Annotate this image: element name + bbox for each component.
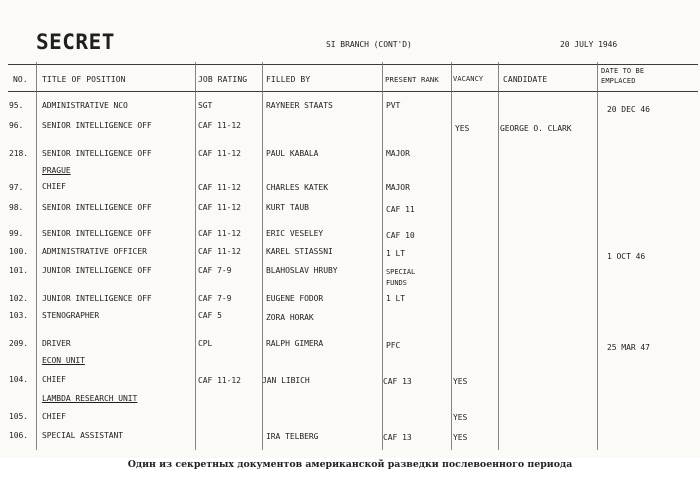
vacancy: YES — [455, 124, 470, 133]
row-number: 96. — [9, 121, 24, 130]
col-header-rank: PRESENT RANK — [385, 75, 439, 84]
col-header-vacancy: VACANCY — [453, 75, 484, 83]
date-emplaced: 1 OCT 46 — [607, 252, 646, 261]
present-rank: PVT — [386, 101, 401, 110]
unit-heading-lambda: LAMBDA RESEARCH UNIT — [42, 394, 138, 403]
date-emplaced: 25 MAR 47 — [607, 343, 650, 352]
present-rank: 1 LT — [386, 249, 406, 258]
row-number: 102. — [9, 294, 29, 303]
filled-by: RAYNEER STAATS — [266, 101, 333, 110]
filled-by: RALPH GIMERA — [266, 339, 324, 348]
vacancy: YES — [453, 377, 468, 386]
position-title: JUNIOR INTELLIGENCE OFF — [42, 266, 152, 275]
image-caption: Один из секретных документов американской разведки послевоенного периода — [0, 458, 700, 477]
col-header-date-line2: EMPLACED — [601, 77, 636, 85]
present-rank: SPECIAL — [386, 268, 416, 276]
job-rating: CAF 11-12 — [198, 121, 241, 130]
vacancy: YES — [453, 413, 468, 422]
date-emplaced: 20 DEC 46 — [607, 105, 650, 114]
col-header-no: NO. — [13, 75, 28, 84]
filled-by: ERIC VESELEY — [266, 229, 324, 238]
row-number: 98. — [9, 203, 24, 212]
col-header-date: DATE TO BE — [601, 67, 645, 75]
job-rating: CAF 11-12 — [198, 376, 241, 385]
filled-by: BLAHOSLAV HRUBY — [266, 266, 338, 275]
col-header-rating: JOB RATING — [198, 75, 248, 84]
job-rating: SGT — [198, 101, 213, 110]
filled-by: IRA TELBERG — [266, 432, 319, 441]
job-rating: CPL — [198, 339, 213, 348]
column-divider — [36, 62, 37, 450]
row-number: 106. — [9, 431, 29, 440]
job-rating: CAF 5 — [198, 311, 222, 320]
job-rating: CAF 11-12 — [198, 149, 241, 158]
position-title: STENOGRAPHER — [42, 311, 100, 320]
job-rating: CAF 11-12 — [198, 203, 241, 212]
position-title: ADMINISTRATIVE NCO — [42, 101, 128, 110]
position-title: SPECIAL ASSISTANT — [42, 431, 124, 440]
position-title: SENIOR INTELLIGENCE OFF — [42, 149, 152, 158]
column-divider — [382, 62, 383, 450]
row-number: 100. — [9, 247, 29, 256]
position-title: CHIEF — [42, 182, 66, 191]
filled-by: CHARLES KATEK — [266, 183, 328, 192]
filled-by: ZORA HORAK — [266, 313, 314, 322]
section-title: SI BRANCH (CONT'D) — [326, 40, 412, 49]
col-header-candidate: CANDIDATE — [503, 75, 548, 84]
position-title: SENIOR INTELLIGENCE OFF — [42, 229, 152, 238]
document-date: 20 JULY 1946 — [560, 40, 618, 49]
column-divider — [451, 62, 452, 450]
table-header-rule — [8, 91, 698, 92]
candidate: GEORGE O. CLARK — [500, 124, 572, 133]
table-top-rule — [8, 64, 698, 65]
position-title: CHIEF — [42, 375, 66, 384]
job-rating: CAF 7-9 — [198, 294, 232, 303]
position-title: SENIOR INTELLIGENCE OFF — [42, 203, 152, 212]
secret-stamp: SECRET — [36, 30, 115, 54]
column-divider — [195, 62, 196, 450]
row-number: 209. — [9, 339, 29, 348]
vacancy: YES — [453, 433, 468, 442]
present-rank: 1 LT — [386, 294, 406, 303]
col-header-title: TITLE OF POSITION — [42, 75, 126, 84]
filled-by: KURT TAUB — [266, 203, 309, 212]
row-number: 103. — [9, 311, 29, 320]
job-rating: CAF 11-12 — [198, 247, 241, 256]
job-rating: CAF 11-12 — [198, 183, 241, 192]
filled-by: PAUL KABALA — [266, 149, 319, 158]
present-rank: CAF 13 — [383, 377, 412, 386]
row-number: 105. — [9, 412, 29, 421]
column-divider — [498, 62, 499, 450]
row-number: 95. — [9, 101, 24, 110]
unit-heading-econ: ECON UNIT — [42, 356, 85, 365]
present-rank: CAF 11 — [386, 205, 415, 214]
row-number: 99. — [9, 229, 24, 238]
column-divider — [262, 62, 263, 450]
position-title: DRIVER — [42, 339, 71, 348]
present-rank: MAJOR — [386, 183, 410, 192]
present-rank: CAF 10 — [386, 231, 415, 240]
filled-by: EUGENE FODOR — [266, 294, 324, 303]
position-title: JUNIOR INTELLIGENCE OFF — [42, 294, 152, 303]
position-title: ADMINISTRATIVE OFFICER — [42, 247, 147, 256]
row-number: 104. — [9, 375, 29, 384]
job-rating: CAF 7-9 — [198, 266, 232, 275]
filled-by: JAN LIBICH — [262, 376, 310, 385]
column-divider — [597, 62, 598, 450]
unit-heading-prague: PRAGUE — [42, 166, 71, 175]
position-title: SENIOR INTELLIGENCE OFF — [42, 121, 152, 130]
filled-by: KAREL STIASSNI — [266, 247, 333, 256]
present-rank: PFC — [386, 341, 401, 350]
present-rank-line2: FUNDS — [386, 279, 407, 287]
job-rating: CAF 11-12 — [198, 229, 241, 238]
present-rank: CAF 13 — [383, 433, 412, 442]
col-header-filled: FILLED BY — [266, 75, 311, 84]
row-number: 218. — [9, 149, 29, 158]
row-number: 101. — [9, 266, 29, 275]
row-number: 97. — [9, 183, 24, 192]
position-title: CHIEF — [42, 412, 66, 421]
present-rank: MAJOR — [386, 149, 410, 158]
